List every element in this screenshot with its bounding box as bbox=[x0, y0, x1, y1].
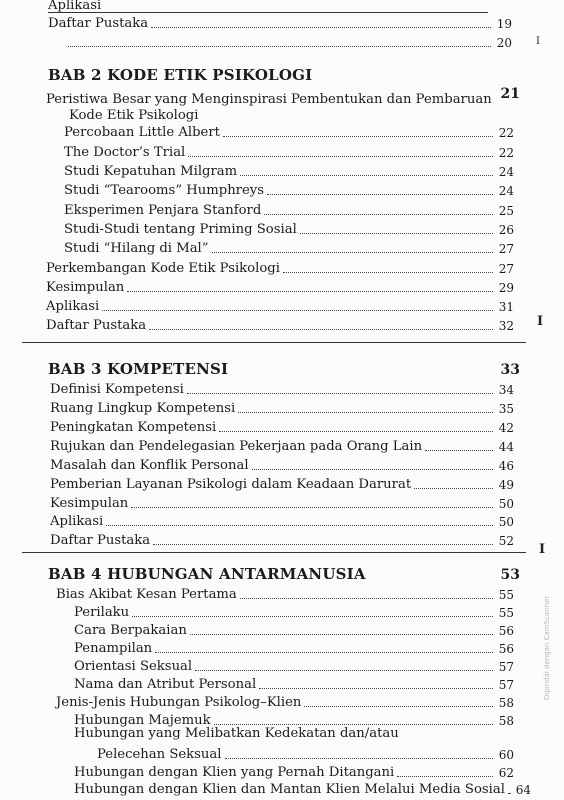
entry-label: Pemberian Layanan Psikologi dalam Keadaan Darurat bbox=[50, 477, 412, 492]
entry-label: Bias Akibat Kesan Pertama bbox=[56, 587, 237, 602]
dot-leader bbox=[259, 687, 493, 689]
entry-page-number: 52 bbox=[498, 534, 514, 548]
dot-leader bbox=[223, 135, 493, 137]
dot-leader bbox=[214, 723, 493, 725]
toc-entry[interactable] bbox=[50, 456, 514, 474]
toc-entry[interactable] bbox=[48, 14, 512, 32]
toc-entry[interactable] bbox=[46, 259, 514, 277]
toc-entry[interactable] bbox=[74, 603, 514, 621]
entry-label: Jenis-Jenis Hubungan Psikolog–Klien bbox=[56, 695, 302, 710]
entry-label: Hubungan Majemuk bbox=[74, 713, 211, 728]
entry-label: Daftar Pustaka bbox=[48, 16, 149, 31]
entry-page-number: 44 bbox=[498, 440, 514, 454]
toc-entry[interactable] bbox=[74, 639, 514, 657]
entry-page-number: 22 bbox=[498, 146, 514, 160]
dot-leader bbox=[190, 633, 493, 635]
entry-page-number: 26 bbox=[498, 223, 514, 237]
entry-page-number: 19 bbox=[496, 17, 512, 31]
section-divider bbox=[48, 12, 488, 13]
entry-label: Perilaku bbox=[74, 605, 130, 620]
entry-page-number: 27 bbox=[498, 242, 514, 256]
toc-entry[interactable] bbox=[48, 33, 512, 51]
dot-leader bbox=[267, 193, 493, 195]
toc-entry[interactable] bbox=[64, 123, 514, 141]
entry-label: Peningkatan Kompetensi bbox=[50, 420, 217, 435]
entry-page-number: 29 bbox=[498, 281, 514, 295]
section-divider bbox=[22, 552, 526, 553]
entry-page-number: 55 bbox=[498, 588, 514, 602]
toc-entry[interactable] bbox=[74, 763, 514, 781]
section-divider bbox=[22, 342, 526, 343]
dot-leader bbox=[68, 45, 491, 47]
dot-leader bbox=[187, 392, 493, 394]
chapter-title: BAB 4 HUBUNGAN ANTARMANUSIA bbox=[48, 565, 366, 583]
entry-label: Aplikasi bbox=[46, 299, 100, 314]
dot-leader bbox=[508, 792, 510, 794]
dot-leader bbox=[132, 615, 493, 617]
toc-entry[interactable] bbox=[64, 239, 514, 257]
chapter-page-number: 21 bbox=[500, 86, 520, 102]
toc-entry[interactable] bbox=[74, 780, 531, 798]
entry-page-number: 56 bbox=[498, 624, 514, 638]
chapter-page-number: 33 bbox=[500, 362, 520, 378]
toc-entry[interactable] bbox=[97, 745, 514, 763]
entry-label: Eksperimen Penjara Stanford bbox=[64, 203, 262, 218]
toc-entry[interactable] bbox=[50, 437, 514, 455]
dot-leader bbox=[264, 213, 493, 215]
entry-label: Studi Kepatuhan Milgram bbox=[64, 164, 238, 179]
toc-entry[interactable] bbox=[46, 316, 514, 334]
entry-page-number: 57 bbox=[498, 660, 514, 674]
dot-leader bbox=[153, 543, 493, 545]
chapter-page-number: 53 bbox=[500, 567, 520, 583]
chapter-title: BAB 2 KODE ETIK PSIKOLOGI bbox=[48, 66, 313, 84]
entry-label: Cara Berpakaian bbox=[74, 623, 187, 638]
entry-page-number: 50 bbox=[498, 515, 514, 529]
dot-leader bbox=[155, 651, 493, 653]
entry-label: Nama dan Atribut Personal bbox=[74, 677, 257, 692]
entry-page-number: 42 bbox=[498, 421, 514, 435]
dot-leader bbox=[127, 290, 493, 292]
entry-label: Penampilan bbox=[74, 641, 153, 656]
entry-label: Daftar Pustaka bbox=[46, 318, 147, 333]
toc-entry[interactable] bbox=[74, 657, 514, 675]
entry-label: Pelecehan Seksual bbox=[97, 747, 222, 762]
toc-entry[interactable] bbox=[74, 621, 514, 639]
dot-leader bbox=[212, 251, 493, 253]
scan-mark: I bbox=[536, 36, 540, 47]
toc-entry[interactable] bbox=[56, 693, 514, 711]
toc-entry-line[interactable]: Kode Etik Psikologi bbox=[69, 108, 199, 123]
toc-entry[interactable] bbox=[50, 418, 514, 436]
toc-entry[interactable] bbox=[50, 531, 514, 549]
dot-leader bbox=[151, 26, 491, 28]
entry-page-number: 35 bbox=[498, 402, 514, 416]
entry-page-number: 32 bbox=[498, 319, 514, 333]
chapter-title: BAB 3 KOMPETENSI bbox=[48, 360, 229, 378]
entry-label: Kesimpulan bbox=[46, 280, 125, 295]
dot-leader bbox=[106, 524, 493, 526]
entry-label: Percobaan Little Albert bbox=[64, 125, 220, 140]
entry-page-number: 24 bbox=[498, 184, 514, 198]
toc-entry-line[interactable]: Hubungan yang Melibatkan Kedekatan dan/atau bbox=[74, 726, 399, 741]
toc-entry[interactable] bbox=[46, 297, 514, 315]
toc-entry[interactable] bbox=[64, 220, 514, 238]
entry-page-number: 20 bbox=[496, 36, 512, 50]
entry-label: Aplikasi bbox=[50, 514, 104, 529]
entry-page-number: 60 bbox=[498, 748, 514, 762]
dot-leader bbox=[195, 669, 493, 671]
toc-entry[interactable] bbox=[50, 399, 514, 417]
toc-entry[interactable] bbox=[50, 512, 514, 530]
entry-label: Hubungan dengan Klien dan Mantan Klien Melalui Media Sosial bbox=[74, 782, 505, 797]
entry-label: Daftar Pustaka bbox=[50, 533, 151, 548]
entry-label: Aplikasi bbox=[48, 0, 102, 13]
chapter-heading[interactable] bbox=[48, 358, 520, 378]
entry-page-number: 25 bbox=[498, 204, 514, 218]
scan-mark: I bbox=[539, 542, 546, 557]
entry-page-number: 62 bbox=[498, 766, 514, 780]
toc-entry[interactable] bbox=[74, 675, 514, 693]
entry-label: The Doctor’s Trial bbox=[64, 145, 186, 160]
entry-label: Orientasi Seksual bbox=[74, 659, 193, 674]
dot-leader bbox=[240, 597, 493, 599]
entry-label: Ruang Lingkup Kompetensi bbox=[50, 401, 236, 416]
entry-label: Definisi Kompetensi bbox=[50, 382, 184, 397]
toc-entry[interactable] bbox=[64, 143, 514, 161]
entry-page-number: 56 bbox=[498, 642, 514, 656]
toc-entry[interactable] bbox=[46, 278, 514, 296]
dot-leader bbox=[149, 328, 493, 330]
entry-page-number: 64 bbox=[515, 783, 531, 797]
entry-page-number: 58 bbox=[498, 714, 514, 728]
entry-label: Studi “Tearooms” Humphreys bbox=[64, 183, 265, 198]
dot-leader bbox=[188, 155, 493, 157]
dot-leader bbox=[240, 174, 493, 176]
dot-leader bbox=[425, 449, 493, 451]
toc-entry[interactable] bbox=[50, 494, 514, 512]
entry-page-number: 24 bbox=[498, 165, 514, 179]
scanner-watermark: Dipindai dengan CamScanner bbox=[543, 595, 551, 700]
entry-page-number: 55 bbox=[498, 606, 514, 620]
dot-leader bbox=[300, 232, 493, 234]
entry-label: Rujukan dan Pendelegasian Pekerjaan pada Orang Lain bbox=[50, 439, 423, 454]
entry-page-number: 27 bbox=[498, 262, 514, 276]
toc-entry[interactable] bbox=[64, 162, 514, 180]
toc-entry[interactable] bbox=[64, 181, 514, 199]
toc-entry[interactable] bbox=[56, 585, 514, 603]
entry-label: Hubungan dengan Klien yang Pernah Ditangani bbox=[74, 765, 395, 780]
dot-leader bbox=[102, 309, 493, 311]
dot-leader bbox=[304, 705, 493, 707]
toc-entry[interactable] bbox=[64, 201, 514, 219]
entry-page-number: 22 bbox=[498, 126, 514, 140]
entry-label: Studi “Hilang di Mal” bbox=[64, 241, 209, 256]
dot-leader bbox=[414, 487, 493, 489]
entry-page-number: 57 bbox=[498, 678, 514, 692]
entry-label: Masalah dan Konflik Personal bbox=[50, 458, 249, 473]
toc-entry-line[interactable]: Peristiwa Besar yang Menginspirasi Pembentukan dan Pembaruan bbox=[46, 92, 492, 107]
dot-leader bbox=[283, 271, 493, 273]
entry-label: Studi-Studi tentang Priming Sosial bbox=[64, 222, 297, 237]
dot-leader bbox=[219, 430, 493, 432]
toc-entry[interactable] bbox=[50, 475, 514, 493]
entry-page-number: 50 bbox=[498, 497, 514, 511]
dot-leader bbox=[225, 757, 493, 759]
entry-page-number: 34 bbox=[498, 383, 514, 397]
entry-page-number: 58 bbox=[498, 696, 514, 710]
dot-leader bbox=[252, 468, 493, 470]
scan-mark: I bbox=[537, 314, 544, 329]
entry-page-number: 49 bbox=[498, 478, 514, 492]
entry-label: Kesimpulan bbox=[50, 496, 129, 511]
entry-page-number: 46 bbox=[498, 459, 514, 473]
chapter-heading[interactable] bbox=[48, 563, 520, 583]
dot-leader bbox=[238, 411, 493, 413]
entry-label: Perkembangan Kode Etik Psikologi bbox=[46, 261, 280, 276]
entry-page-number: 31 bbox=[498, 300, 514, 314]
dot-leader bbox=[397, 775, 493, 777]
toc-entry[interactable] bbox=[50, 380, 514, 398]
dot-leader bbox=[131, 506, 493, 508]
